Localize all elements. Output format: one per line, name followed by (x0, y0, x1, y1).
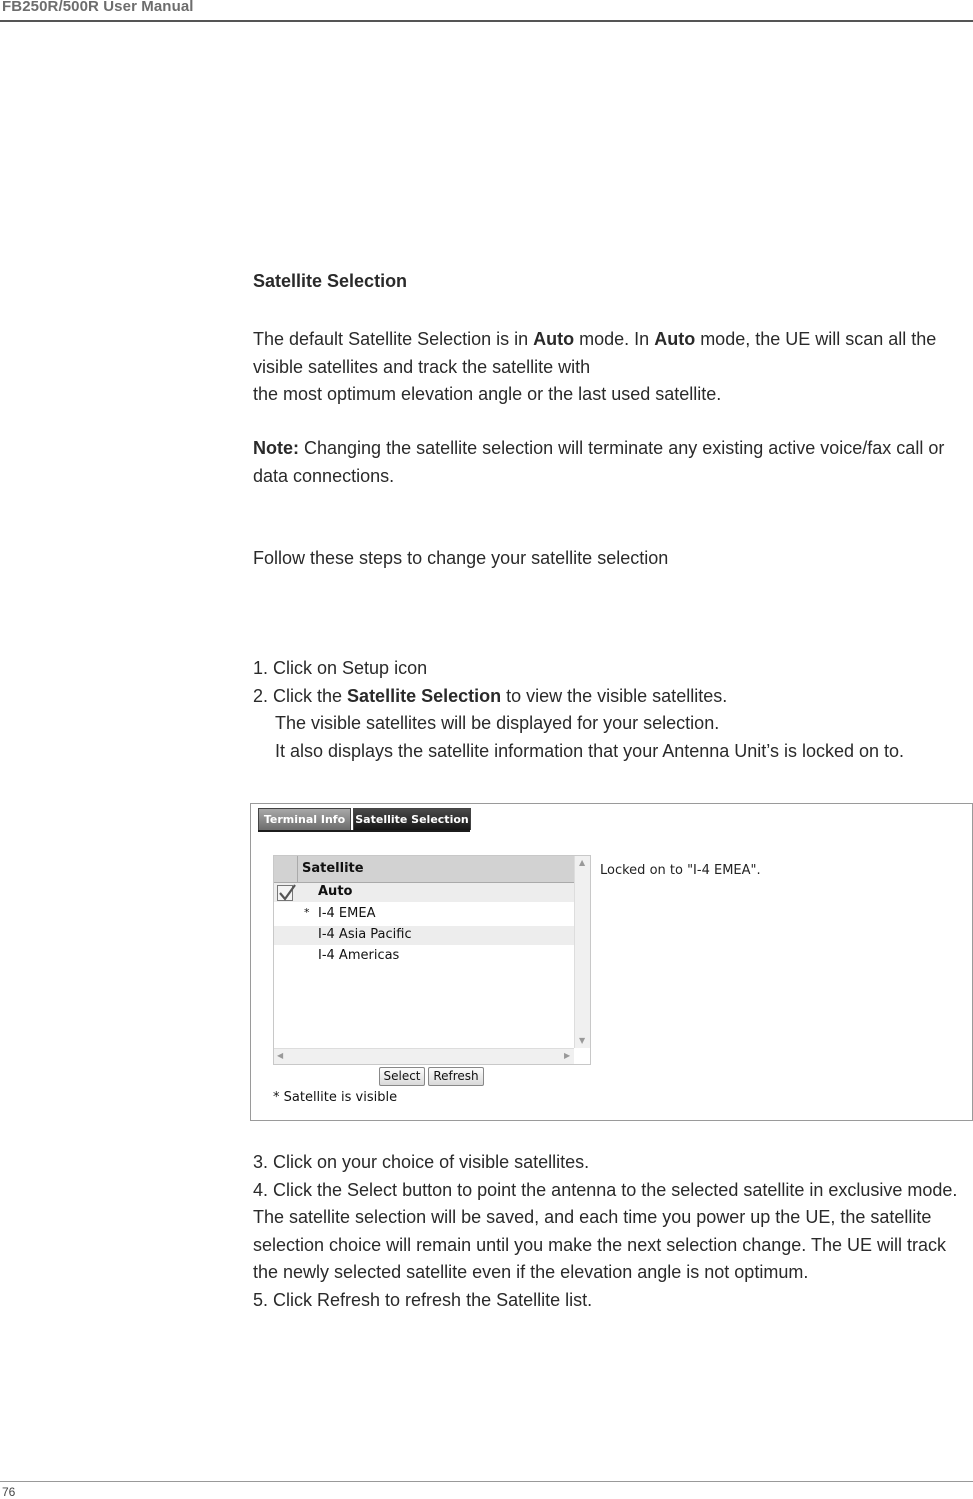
tab-underline (258, 830, 470, 832)
satellite-list (273, 855, 591, 1065)
list-header (274, 856, 574, 883)
list-item-auto[interactable] (274, 883, 574, 902)
step-bold: Satellite Selection (347, 685, 502, 706)
list-item-americas[interactable] (274, 947, 574, 966)
scroll-down-icon[interactable]: ▼ (579, 1036, 586, 1045)
step-text: to view the visible satellites. (501, 685, 728, 706)
locked-status: Locked on to "I-4 EMEA". (600, 863, 761, 878)
satellite-name: Auto (318, 884, 353, 899)
steps-after (253, 1149, 973, 1314)
vertical-scrollbar[interactable] (574, 856, 590, 1048)
checkmark-icon (277, 882, 297, 902)
step-4: 4. Click the Select button to point the antenna to the selected satellite in exclusive mode. The satellite selection will be saved, and each time you power up the UE, the satellite selection choice will remain until you make the next selection change. The UE will track the newly selected satellite even if the elevation angle is not optimum. (253, 1179, 958, 1282)
para-text: mode, the UE will scan all the visible satellites and track the satellite with (253, 329, 937, 377)
auto-bold: Auto (654, 329, 696, 349)
note-label: Note: (253, 438, 299, 458)
step-3: 3. Click on your choice of visible satellites. (253, 1152, 590, 1172)
column-header-satellite: Satellite (302, 861, 364, 876)
step-2 (253, 683, 973, 711)
section-title: Satellite Selection (253, 271, 408, 291)
step-1: 1. Click on Setup icon (253, 658, 428, 678)
step-2-detail: The visible satellites will be displayed for your selection. (275, 713, 720, 733)
list-item-asia-pacific[interactable] (274, 926, 574, 945)
checkbox[interactable] (277, 885, 293, 901)
note-text: Changing the satellite selection will terminate any existing active voice/fax call or data connections. (253, 438, 945, 486)
visible-mark: * (304, 906, 310, 919)
steps-list (253, 655, 973, 765)
check-column-header (274, 856, 298, 882)
scroll-left-icon[interactable]: ◀ (277, 1051, 284, 1060)
scroll-right-icon[interactable]: ▶ (564, 1051, 571, 1060)
satellite-selection-screenshot (250, 803, 973, 1121)
intro-paragraph (253, 326, 973, 409)
visible-legend: * Satellite is visible (273, 1090, 398, 1105)
footer-divider (0, 1481, 973, 1482)
para-text: mode. In (574, 329, 655, 349)
satellite-name: I-4 Asia Pacific (318, 927, 412, 942)
para-text: The default Satellite Selection is in (253, 329, 534, 349)
satellite-name: I-4 EMEA (318, 906, 376, 921)
refresh-button[interactable]: Refresh (428, 1067, 484, 1086)
page-number: 76 (2, 1485, 16, 1499)
header-divider (0, 20, 973, 22)
step-5: 5. Click Refresh to refresh the Satellite list. (253, 1289, 593, 1310)
scroll-up-icon[interactable]: ▲ (579, 858, 586, 867)
para-text: the most optimum elevation angle or the last used satellite. (253, 384, 722, 404)
select-button[interactable]: Select (379, 1067, 425, 1086)
auto-bold: Auto (533, 329, 575, 349)
note-paragraph (253, 435, 973, 490)
step-text: 2. Click the (253, 685, 348, 706)
tab-terminal-info[interactable]: Terminal Info (258, 808, 351, 830)
list-item-emea[interactable] (274, 905, 574, 924)
horizontal-scrollbar[interactable] (274, 1048, 574, 1064)
tab-satellite-selection[interactable]: Satellite Selection (353, 808, 471, 830)
satellite-name: I-4 Americas (318, 948, 400, 963)
step-2-detail: It also displays the satellite information that your Antenna Unit’s is locked on to. (275, 740, 905, 761)
steps-intro: Follow these steps to change your satellite selection (253, 548, 669, 568)
header-title: FB250R/500R User Manual (2, 0, 194, 15)
